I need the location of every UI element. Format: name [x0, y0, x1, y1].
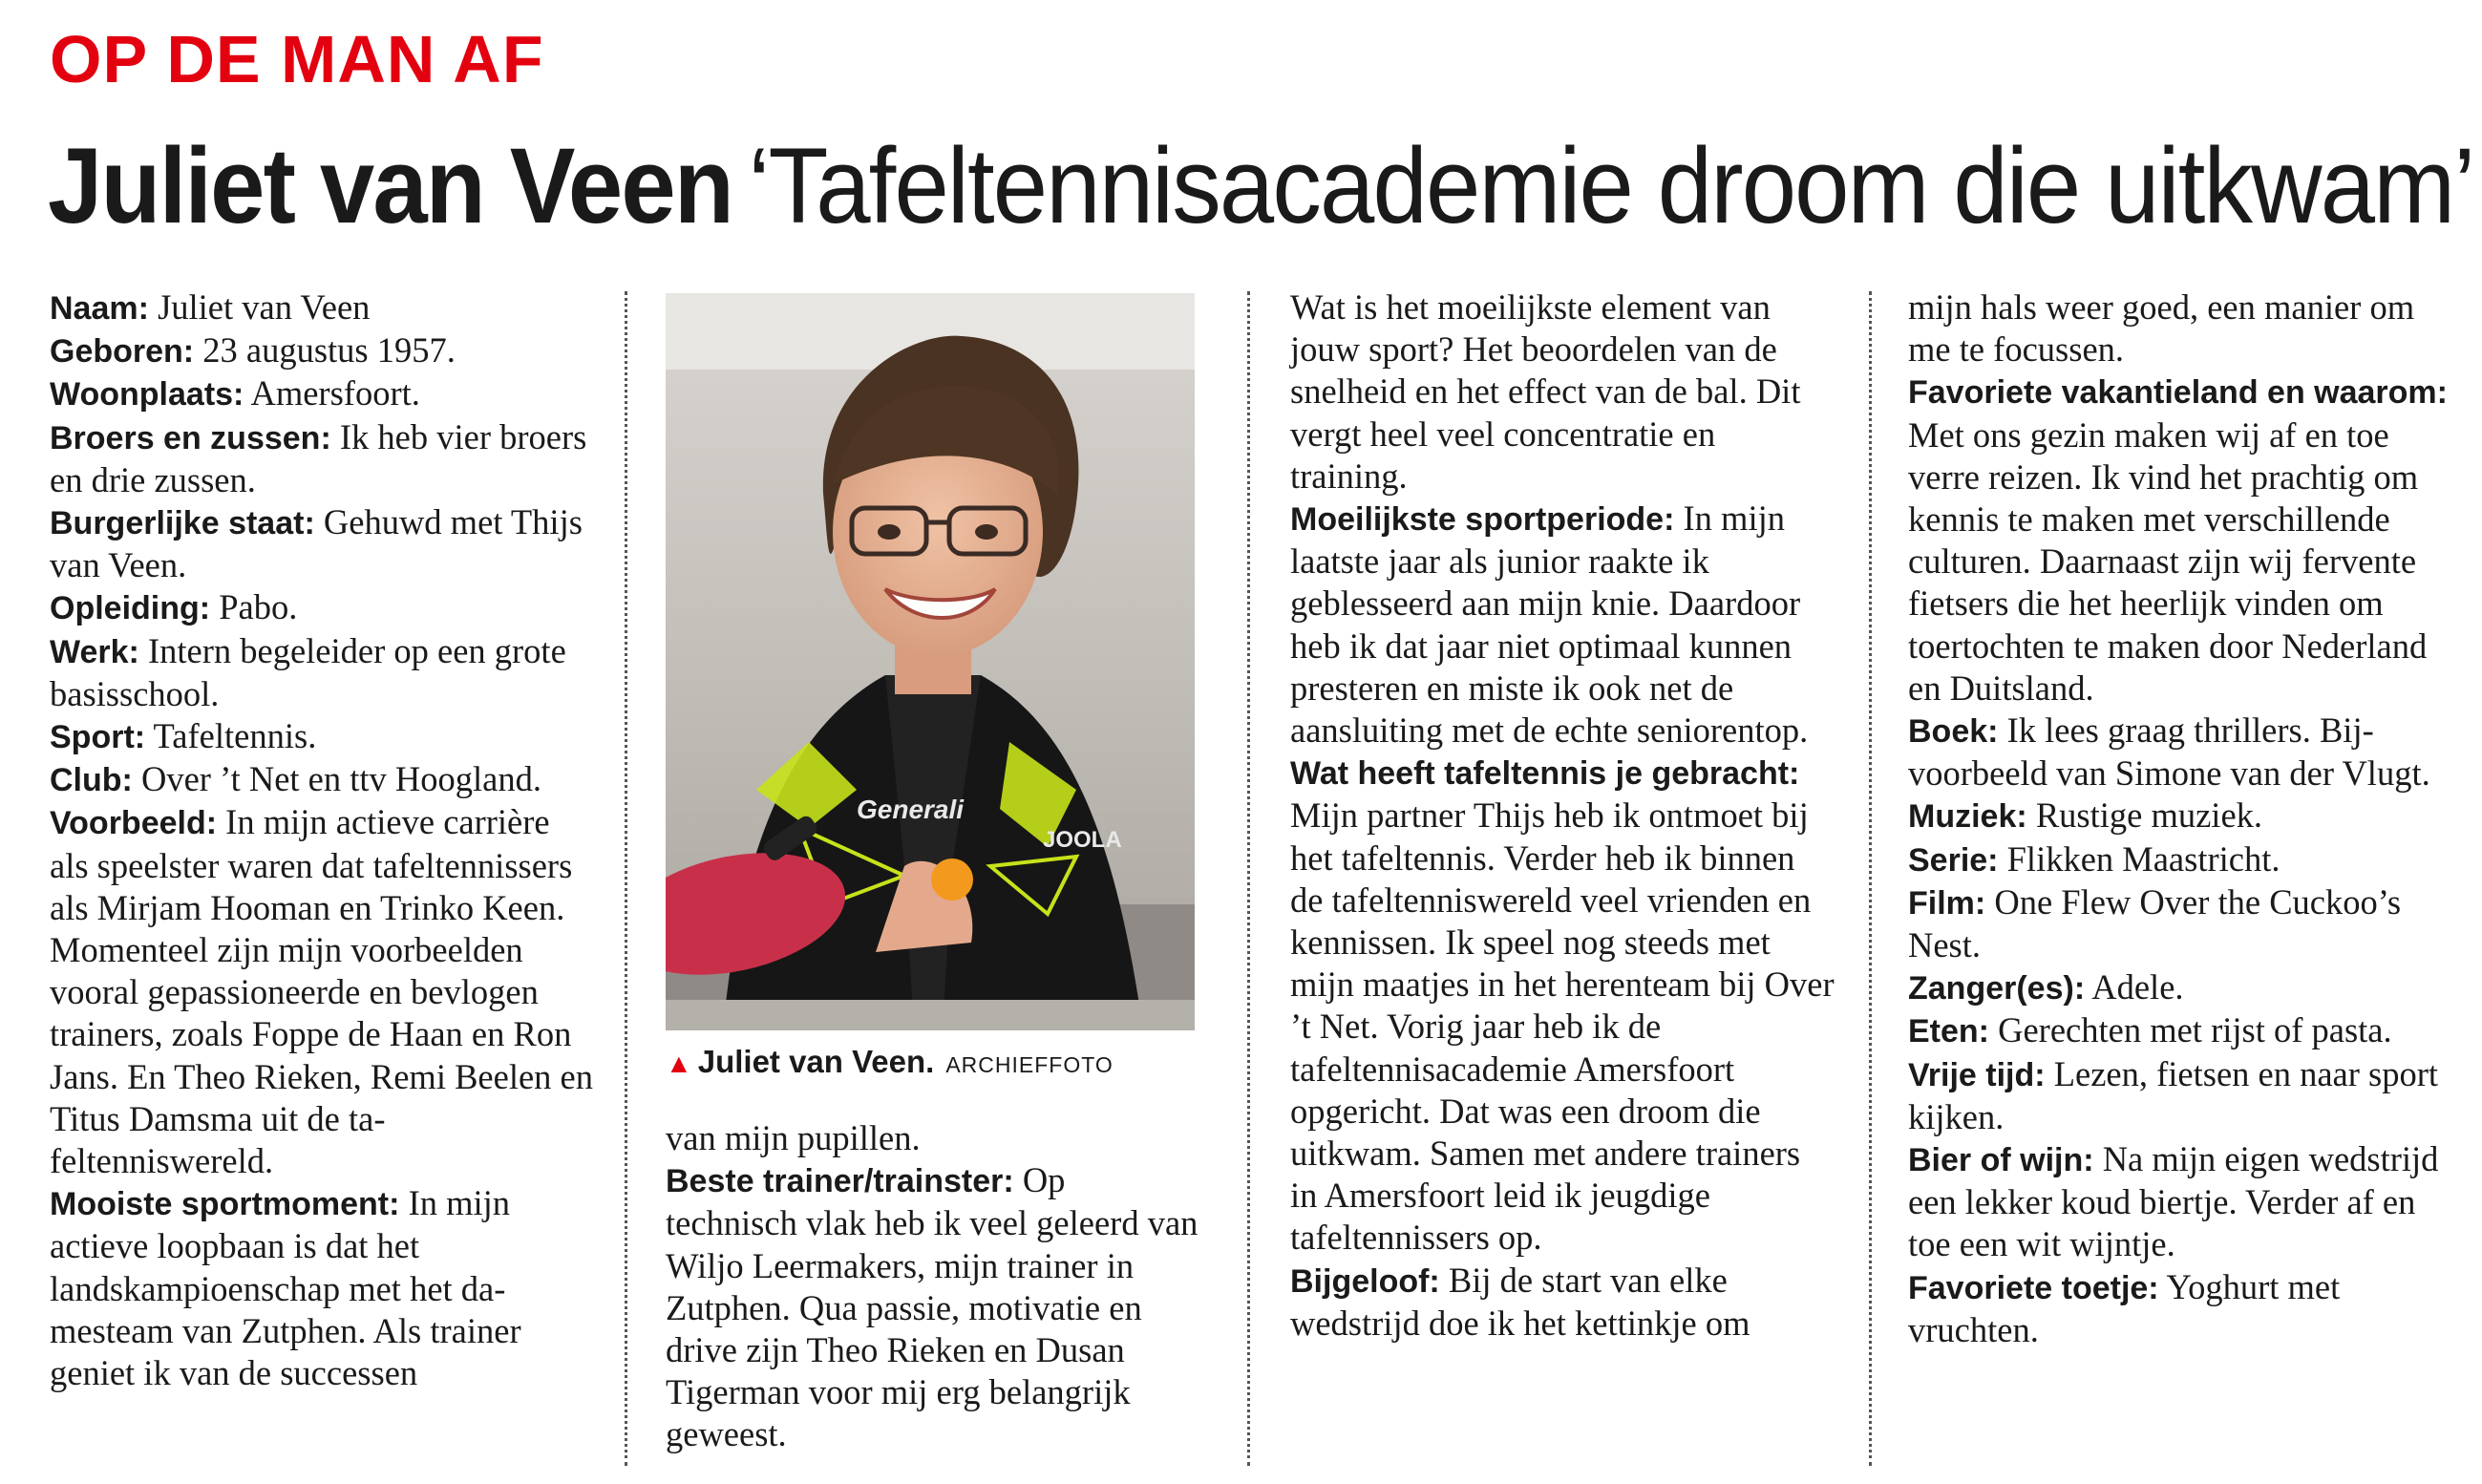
fact-label: Vrije tijd:	[1908, 1056, 2046, 1093]
fact-label: Wat heeft tafeltennis je gebracht:	[1290, 755, 1800, 793]
fact-label: Voorbeeld:	[50, 805, 218, 842]
fact-text: Lezen, fietsen en naar sport kijken.	[1908, 1053, 2439, 1136]
fact-text: In mijn laatste jaar als junior raakte ik geblesseerd aan mijn knie. Daardoor heb ik dat jaar niet optimaal kunnen presteren en miste ik ook net de aansluiting met de echte seniorentop.	[1290, 498, 1809, 751]
fact-text: Op technisch vlak heb ik veel geleerd van Wiljo Leermakers, mijn trainer in Zutphen. Qua passie, motivatie en drive zijn Theo Rieken en Dusan Tigerman voor mij erg belangrijk geweest.	[666, 1160, 1199, 1454]
fact-label: Serie:	[1908, 841, 1999, 879]
fact-paragraph	[1908, 1009, 2452, 1052]
fact-text: Yoghurt met vruchten.	[1908, 1266, 2341, 1349]
fact-label: Eten:	[1908, 1013, 1989, 1050]
article-column-4	[1908, 286, 2452, 1351]
fact-paragraph	[1908, 1266, 2452, 1351]
fact-label: Moeilijkste sportperiode:	[1290, 501, 1675, 539]
fact-text: Gerechten met rijst of pasta.	[1989, 1010, 2392, 1050]
fact-label: Muziek:	[1908, 798, 2027, 836]
fact-label: Broers en zussen:	[50, 419, 331, 456]
fact-paragraph	[50, 630, 594, 715]
fact-text: Intern begeleider op een grote basisschool.	[50, 630, 566, 713]
fact-text: Na mijn eigen wedstrijd een lekker koud biertje. Verder af en toe een wit wijntje.	[1908, 1139, 2439, 1264]
fact-paragraph	[1908, 286, 2452, 371]
fact-text: One Flew Over the Cuckoo’s Nest.	[1908, 881, 2402, 965]
fact-text: Bij de start van elke wedstrijd doe ik het kettinkje om	[1290, 1260, 1750, 1343]
fact-text: Met ons gezin maken wij af en toe verre reizen. Ik vind het prachtig om kennis te maken met verschillende culturen. Daarnaast zijn wij fervente fietsers die het heerlijk vinden om toertochten te maken door Nederland en Duitsland.	[1908, 414, 2428, 708]
shirt-logo-text: Generali	[857, 795, 965, 824]
fact-text: Over ’t Net en ttv Hoogland.	[132, 759, 541, 799]
fact-label: Mooiste sportmoment:	[50, 1186, 400, 1223]
fact-label: Film:	[1908, 884, 1986, 922]
fact-label: Bier of wijn:	[1908, 1142, 2094, 1179]
fact-text: Adele.	[2085, 967, 2184, 1007]
fact-text: In mijn actieve loopbaan is dat het landskampioenschap met het damesteam van Zutphen. Als trainer geniet ik van de successen	[50, 1183, 521, 1393]
fact-label: Boek:	[1908, 713, 1999, 751]
fact-paragraph	[50, 372, 594, 415]
fact-label: Favoriete vakantieland en waarom:	[1908, 374, 2448, 412]
fact-paragraph	[1908, 371, 2452, 710]
fact-paragraph	[1290, 498, 1835, 752]
fact-text: Ik heb vier broers en drie zussen.	[50, 416, 587, 499]
fact-label: Naam:	[50, 290, 149, 327]
fact-text: Tafeltennis.	[145, 716, 317, 756]
fact-label: Favoriete toetje:	[1908, 1269, 2159, 1306]
fact-paragraph	[50, 329, 594, 372]
fact-label: Woonplaats:	[50, 376, 244, 413]
fact-label: Sport:	[50, 719, 146, 756]
fact-paragraph	[50, 286, 594, 329]
fact-paragraph	[1290, 286, 1835, 498]
fact-paragraph	[50, 1182, 594, 1394]
caption-triangle-icon: ▲	[666, 1049, 692, 1078]
fact-text: mijn hals weer goed, een manier om me te focussen.	[1908, 287, 2415, 370]
fact-paragraph	[50, 416, 594, 501]
fact-paragraph	[50, 501, 594, 586]
fact-text: Mijn partner Thijs heb ik ontmoet bij het tafeltennis. Verder heb ik binnen de tafeltenniswereld veel vrienden en kennissen. Ik speel nog steeds met mijn maatjes in het herenteam bij Over ’t Net. Vorig jaar heb ik de tafeltennisacademie Amersfoort opgericht. Dat was een droom die uitkwam. Samen met andere trainers in Amersfoort leid ik jeugdige tafeltennissers op.	[1290, 795, 1835, 1258]
fact-paragraph	[666, 1159, 1200, 1455]
fact-label: Geboren:	[50, 333, 195, 371]
fact-text: Wat is het moeilijkste element van jouw sport? Het beoordelen van de snelheid en het effect van de bal. Dit vergt heel veel concentratie en training.	[1290, 287, 1801, 496]
fact-text: 23 augustus 1957.	[194, 330, 456, 371]
fact-paragraph	[1908, 1053, 2452, 1138]
fact-paragraph	[1908, 881, 2452, 966]
fact-text: Ik lees graag thrillers. Bijvoorbeeld van Simone van der Vlugt.	[1908, 710, 2430, 794]
column-divider	[1869, 291, 1872, 1466]
fact-label: Club:	[50, 762, 133, 799]
fact-label: Zanger(es):	[1908, 970, 2086, 1007]
headline-quote: ‘Tafeltennisacademie droom die uitkwam’	[748, 126, 2474, 245]
headline-name: Juliet van Veen	[48, 126, 732, 245]
fact-paragraph	[1908, 1138, 2452, 1266]
article-column-3	[1290, 286, 1835, 1345]
fact-text: Juliet van Veen	[148, 287, 371, 327]
photo-illustration	[666, 293, 1195, 1030]
article-column-1	[50, 286, 594, 1394]
fact-text: Gehuwd met Thijs van Veen.	[50, 502, 583, 585]
fact-paragraph	[1908, 710, 2452, 795]
photo-caption	[666, 1041, 1200, 1083]
photo-credit: ARCHIEFFOTO	[945, 1052, 1114, 1077]
fact-paragraph	[1908, 838, 2452, 881]
fact-paragraph	[1908, 795, 2452, 837]
fact-paragraph	[50, 758, 594, 801]
fact-label: Werk:	[50, 633, 139, 670]
fact-paragraph	[1290, 1260, 1835, 1345]
column-divider	[1247, 291, 1250, 1466]
fact-text: Flikken Maastricht.	[1998, 838, 2280, 879]
fact-text: van mijn pupillen.	[666, 1118, 921, 1157]
caption-name: Juliet van Veen.	[697, 1044, 935, 1079]
column-2-text	[666, 1117, 1200, 1456]
fact-paragraph	[50, 586, 594, 629]
fact-paragraph	[50, 715, 594, 758]
fact-text: Amersfoort.	[244, 373, 420, 413]
fact-text: In mijn actieve carrière als speelster waren dat tafeltennissers als Mirjam Hooman en Trinko Keen. Momenteel zijn mijn voorbeelden vooral gepassioneerde en bevlogen trainers, zoals Foppe de Haan en Ron Jans. En Theo Rieken, Remi Beelen en Titus Damsma uit de tafeltenniswereld.	[50, 802, 593, 1181]
fact-text: Pabo.	[210, 587, 298, 627]
fact-label: Bijgeloof:	[1290, 1262, 1440, 1300]
fact-paragraph	[50, 801, 594, 1182]
fact-label: Beste trainer/trainster:	[666, 1163, 1014, 1200]
shirt-brand-text: JOOLA	[1043, 827, 1122, 853]
fact-paragraph	[1908, 966, 2452, 1009]
column-divider	[625, 291, 627, 1466]
fact-text: Rustige muziek.	[2026, 795, 2263, 836]
fact-paragraph	[1290, 752, 1835, 1259]
fact-label: Burgerlijke staat:	[50, 505, 315, 542]
section-kicker: OP DE MAN AF	[50, 22, 544, 96]
portrait-photo	[666, 293, 1195, 1030]
fact-label: Opleiding:	[50, 590, 211, 627]
headline	[48, 124, 2474, 281]
fact-paragraph	[666, 1117, 1200, 1159]
